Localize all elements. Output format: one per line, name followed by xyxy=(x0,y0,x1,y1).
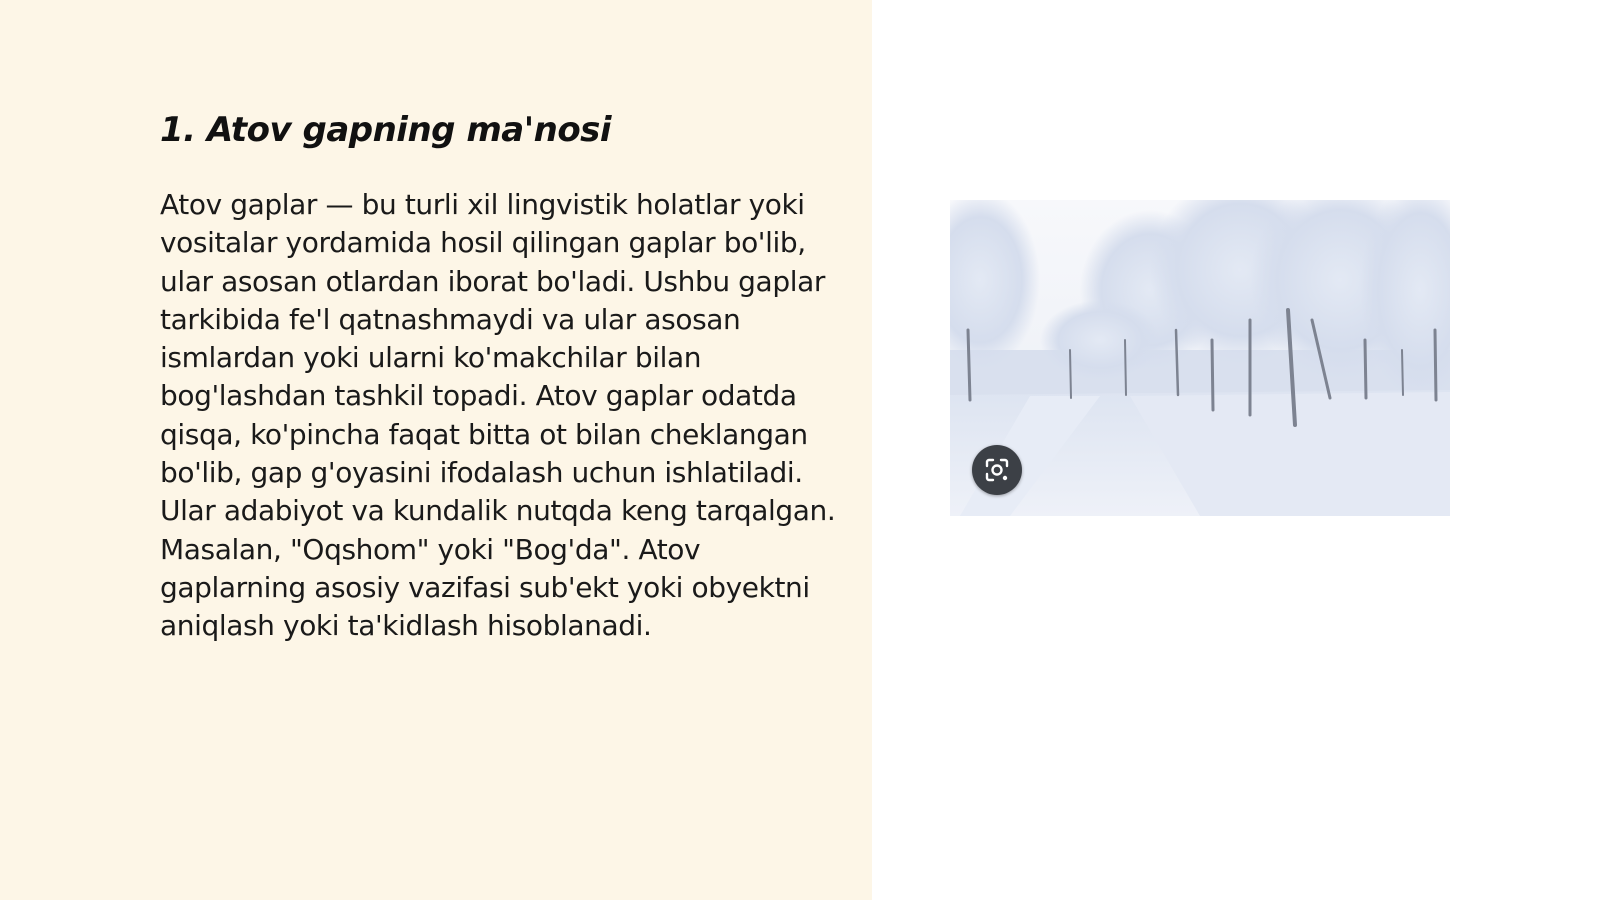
winter-park-photo xyxy=(950,200,1450,516)
slide-body-text: Atov gaplar — bu turli xil lingvistik holatlar yoki vositalar yordamida hosil qilingan gaplar bo'lib, ular asosan otlardan iborat bo'ladi. Ushbu gaplar tarkibida fe'l qatnashmaydi va ular asosan ismlardan yoki ularni ko'makchilar bilan bog'lashdan tashkil topadi. Atov gaplar odatda qisqa, ko'pincha faqat bitta ot bilan cheklangan bo'lib, gap g'oyasini ifodalash uchun ishlatiladi. Ular adabiyot va kundalik nutqda keng tarqalgan. Masalan, "Oqshom" yoki "Bog'da". Atov gaplarning asosiy vazifasi sub'ekt yoki obyektni aniqlash yoki ta'kidlash hisoblanadi. xyxy=(160,188,836,643)
lens-search-icon xyxy=(984,457,1010,483)
lens-search-button[interactable] xyxy=(972,445,1022,495)
slide-title: 1. Atov gapning ma'nosi xyxy=(160,110,612,150)
snowy-trees-illustration xyxy=(950,200,1450,516)
